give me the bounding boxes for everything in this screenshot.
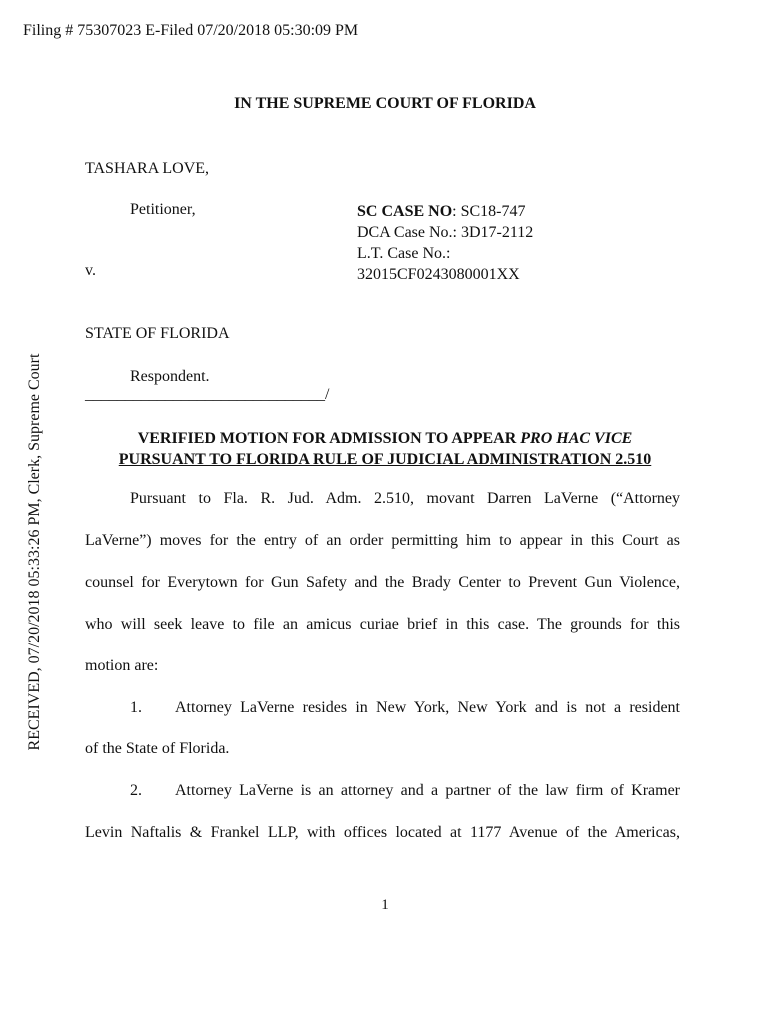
paragraph-1-text: Attorney LaVerne resides in New York, New York and is not a resident [175, 699, 680, 716]
petitioner-name: TASHARA LOVE, [85, 160, 210, 177]
respondent-name: STATE OF FLORIDA [85, 325, 230, 342]
motion-title-line-2: PURSUANT TO FLORIDA RULE OF JUDICIAL ADMINISTRATION 2.510 [118, 451, 652, 468]
body-line: LaVerne”) moves for the entry of an order permitting him to appear in this Court as [85, 532, 680, 549]
motion-title-prefix: VERIFIED MOTION FOR ADMISSION TO APPEAR [137, 430, 521, 447]
caption-divider-line: ______________________________/ [85, 386, 330, 403]
paragraph-1-line [85, 699, 680, 717]
versus-label: v. [85, 262, 96, 279]
body-line: Pursuant to Fla. R. Jud. Adm. 2.510, movant Darren LaVerne (“Attorney [130, 490, 680, 507]
petitioner-label: Petitioner, [130, 201, 196, 218]
sc-case-number [357, 201, 533, 222]
paragraph-number: 2. [130, 782, 142, 799]
body-line: who will seek leave to file an amicus curiae brief in this case. The grounds for this [85, 616, 680, 633]
paragraph-2-text: Attorney LaVerne is an attorney and a partner of the law firm of Kramer [175, 782, 680, 799]
court-title: IN THE SUPREME COURT OF FLORIDA [234, 95, 536, 112]
respondent-label: Respondent. [130, 368, 210, 385]
filing-stamp: Filing # 75307023 E-Filed 07/20/2018 05:30:09 PM [23, 22, 359, 39]
dca-case-number: DCA Case No.: 3D17-2112 [357, 224, 534, 241]
received-stamp: RECEIVED, 07/20/2018 05:33:26 PM, Clerk, Supreme Court [26, 353, 43, 751]
motion-title [0, 428, 770, 470]
motion-title-italic: PRO HAC VICE [520, 430, 633, 447]
case-number-block [357, 201, 533, 285]
body-line: motion are: [85, 657, 159, 674]
sc-case-label: SC CASE NO [357, 203, 453, 220]
sc-case-value: : SC18-747 [452, 203, 526, 220]
paragraph-number: 1. [130, 699, 142, 716]
lt-case-label: L.T. Case No.: [357, 245, 451, 262]
body-line: counsel for Everytown for Gun Safety and the Brady Center to Prevent Gun Violence, [85, 574, 680, 591]
body-line: of the State of Florida. [85, 740, 230, 757]
body-line: Levin Naftalis & Frankel LLP, with offices located at 1177 Avenue of the Americas, [85, 824, 680, 841]
motion-title-line-1 [0, 428, 770, 449]
page-number: 1 [381, 897, 389, 913]
lt-case-value: 32015CF0243080001XX [357, 266, 520, 283]
paragraph-2-line [85, 782, 680, 800]
